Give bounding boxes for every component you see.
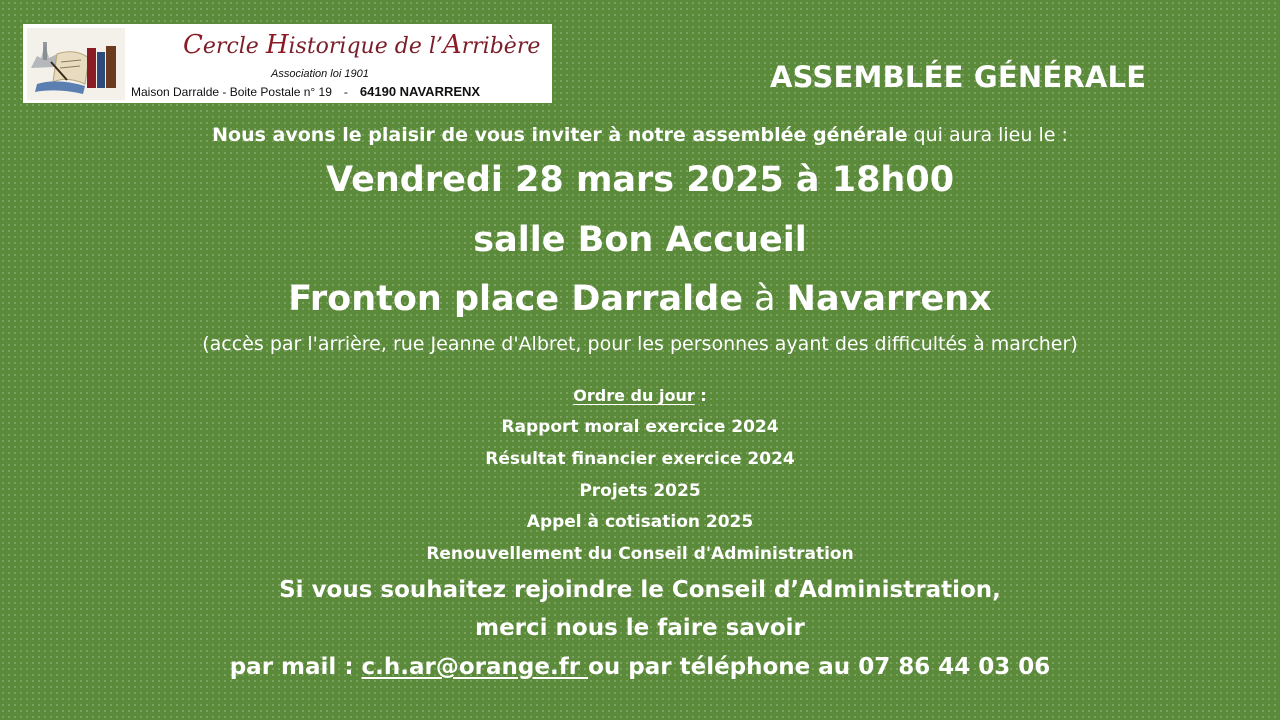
contact-phone: ou par téléphone au 07 86 44 03 06	[588, 654, 1051, 680]
board-request: merci nous le faire savoir	[475, 615, 805, 641]
access-note: (accès par l'arrière, rue Jeanne d'Albret, pour les personnes ayant des difficultés à marcher)	[202, 333, 1078, 355]
event-room: salle Bon Accueil	[473, 220, 807, 260]
postal-code: 64190 NAVARRENX	[359, 84, 481, 99]
invitation-bold: Nous avons le plaisir de vous inviter à notre assemblée générale	[212, 124, 908, 146]
agenda-item: Rapport moral exercice 2024	[501, 417, 779, 437]
agenda-title-text: Ordre du jour	[573, 386, 695, 405]
agenda-item: Résultat financier exercice 2024	[485, 449, 795, 469]
agenda-title	[0, 386, 1280, 405]
venue-place: Fronton place Darralde	[288, 279, 743, 319]
address-separator: -	[343, 85, 348, 99]
event-venue	[0, 279, 1280, 319]
contact-line	[0, 654, 1280, 680]
venue-town: Navarrenx	[786, 279, 992, 319]
logo-address	[131, 84, 480, 99]
contact-prefix: par mail :	[229, 654, 362, 680]
event-date-time: Vendredi 28 mars 2025 à 18h00	[325, 160, 955, 200]
logo-title: Cercle Historique de l’Arribère	[183, 30, 541, 60]
invitation-rest: qui aura lieu le :	[907, 124, 1068, 146]
agenda-title-suffix: :	[694, 386, 707, 405]
venue-connector: à	[742, 279, 787, 319]
agenda-item: Appel à cotisation 2025	[526, 512, 754, 532]
association-logo	[23, 24, 552, 103]
logo-subtitle: Association loi 1901	[271, 68, 369, 80]
invitation-line	[0, 124, 1280, 146]
event-heading: ASSEMBLÉE GÉNÉRALE	[770, 60, 1147, 94]
email-link[interactable]: c.h.ar@orange.fr	[361, 654, 589, 680]
agenda-item: Projets 2025	[579, 481, 701, 501]
books-and-town-icon	[27, 28, 125, 100]
address-text: Maison Darralde - Boite Postale n° 19	[131, 85, 332, 99]
board-invitation: Si vous souhaitez rejoindre le Conseil d’Administration,	[279, 577, 1001, 603]
agenda-item: Renouvellement du Conseil d'Administration	[426, 544, 854, 564]
